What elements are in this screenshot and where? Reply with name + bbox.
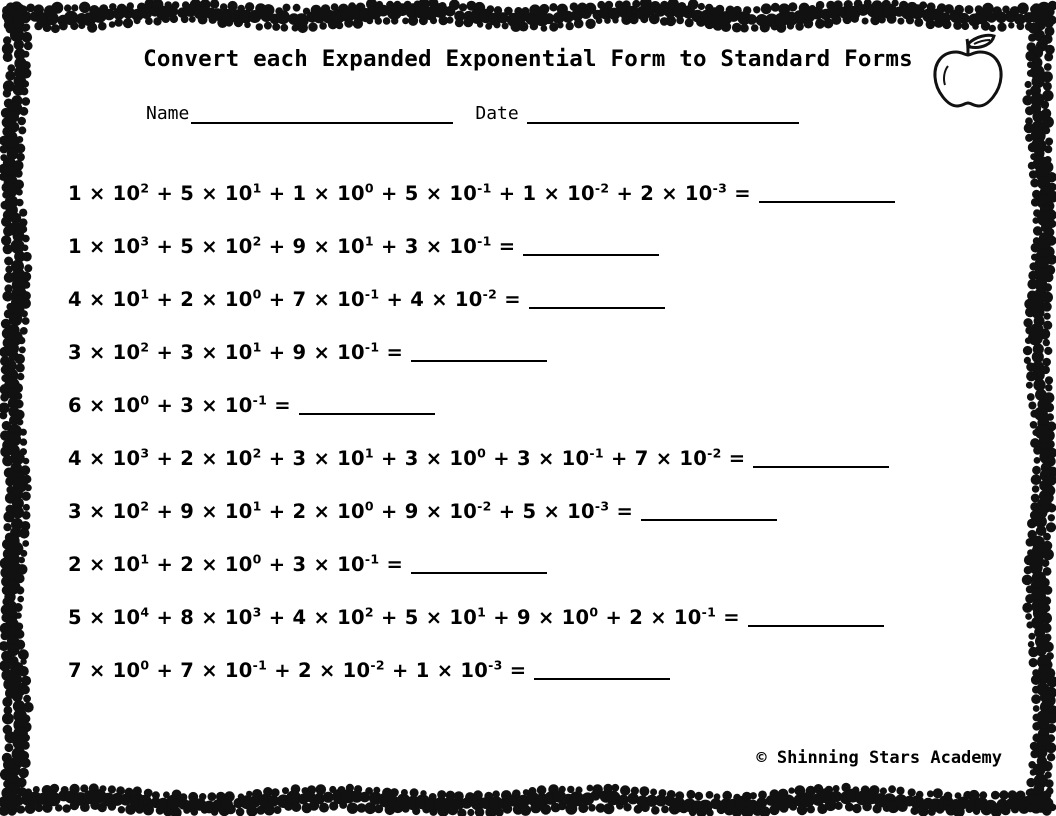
answer-input[interactable] — [411, 558, 547, 574]
answer-input[interactable] — [748, 611, 884, 627]
apple-doodle-icon — [922, 30, 1014, 114]
problem-expression: $6 \times 10^0 + 3 \times 10^{-1}$ = — [68, 392, 291, 417]
answer-input[interactable] — [641, 505, 777, 521]
problem-row — [68, 203, 1020, 256]
problem-row — [68, 415, 1020, 468]
page-title: Convert each Expanded Exponential Form to Standard Forms — [143, 46, 913, 72]
date-label: Date — [475, 103, 519, 124]
problem-row — [68, 468, 1020, 521]
answer-input[interactable] — [529, 293, 665, 309]
problem-row — [68, 574, 1020, 627]
problem-expression: $5 \times 10^4 + 8 \times 10^3 + 4 \times 10^2 + 5 \times 10^1 + 9 \times 10^0 + 2 \times 10^{-1}$ = — [68, 604, 740, 629]
answer-input[interactable] — [759, 187, 895, 203]
date-input[interactable] — [527, 106, 799, 124]
name-date-row — [36, 105, 1020, 124]
answer-input[interactable] — [534, 664, 670, 680]
name-label: Name — [146, 103, 190, 124]
problem-list — [36, 150, 1020, 680]
problem-expression: $1 \times 10^3 + 5 \times 10^2 + 9 \times 10^1 + 3 \times 10^{-1}$ = — [68, 233, 516, 258]
answer-input[interactable] — [753, 452, 889, 468]
answer-input[interactable] — [411, 346, 547, 362]
problem-row — [68, 362, 1020, 415]
problem-expression: $3 \times 10^2 + 3 \times 10^1 + 9 \times 10^{-1}$ = — [68, 339, 404, 364]
problem-expression: $2 \times 10^1 + 2 \times 10^0 + 3 \times 10^{-1}$ = — [68, 551, 404, 576]
problem-expression: $4 \times 10^1 + 2 \times 10^0 + 7 \times 10^{-1} + 4 \times 10^{-2}$ = — [68, 286, 521, 311]
problem-expression: $4 \times 10^3 + 2 \times 10^2 + 3 \times 10^1 + 3 \times 10^0 + 3 \times 10^{-1} + 7 \times 10^{-2}$ = — [68, 445, 746, 470]
problem-row — [68, 521, 1020, 574]
problem-expression: $1 \times 10^2 + 5 \times 10^1 + 1 \times 10^0 + 5 \times 10^{-1} + 1 \times 10^{-2} + 2 \times 10^{-3}$ = — [68, 180, 751, 205]
problem-expression: $3 \times 10^2 + 9 \times 10^1 + 2 \times 10^0 + 9 \times 10^{-2} + 5 \times 10^{-3}$ = — [68, 498, 634, 523]
problem-row — [68, 309, 1020, 362]
name-input[interactable] — [191, 106, 453, 124]
problem-row — [68, 150, 1020, 203]
problem-row — [68, 627, 1020, 680]
problem-row — [68, 256, 1020, 309]
problem-expression: $7 \times 10^0 + 7 \times 10^{-1} + 2 \times 10^{-2} + 1 \times 10^{-3}$ = — [68, 657, 527, 682]
answer-input[interactable] — [299, 399, 435, 415]
footer-credit: © Shinning Stars Academy — [756, 748, 1002, 768]
worksheet-sheet — [36, 26, 1020, 790]
answer-input[interactable] — [523, 240, 659, 256]
